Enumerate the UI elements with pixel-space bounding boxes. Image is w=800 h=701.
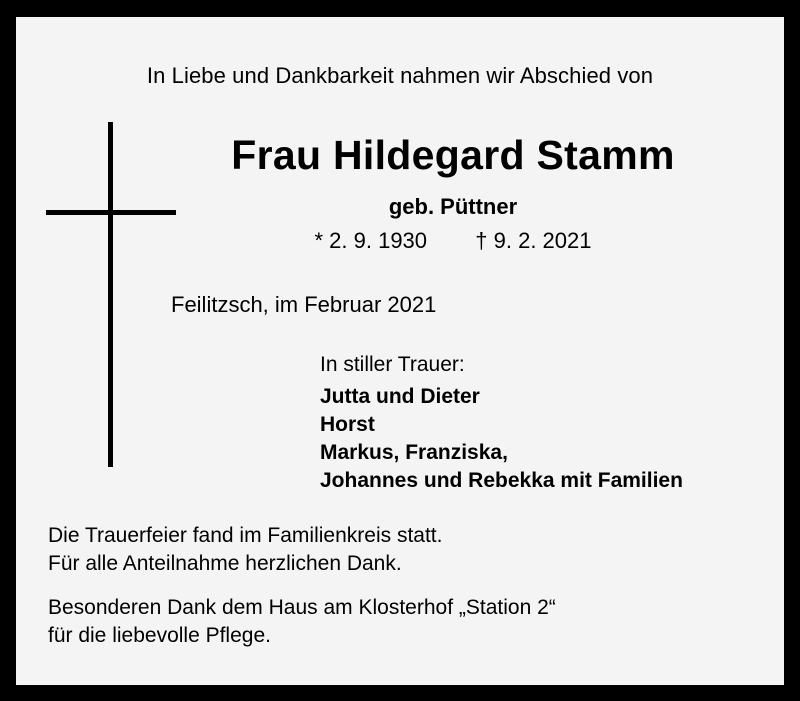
place-and-date: Feilitzsch, im Februar 2021 [171,292,437,317]
footer-paragraph: Die Trauerfeier fand im Familienkreis statt. Für alle Anteilnahme herzlichen Dank. [48,524,443,575]
mourner-name: Horst [320,413,375,436]
footer-paragraph: Besonderen Dank dem Haus am Klosterhof „Station 2“ für die liebevolle Pflege. [48,596,556,647]
cross-vertical-bar [108,122,113,467]
intro-line: In Liebe und Dankbarkeit nahmen wir Abschied von [146,63,654,88]
mourner-name: Markus, Franziska, [320,441,508,464]
footer-block [48,522,556,650]
life-dates [146,228,760,254]
birth-date: * 2. 9. 1930 [314,228,428,253]
death-date: † 9. 2. 2021 [475,228,592,253]
mourner-name: Jutta und Dieter [320,385,480,408]
mourner-name: Johannes und Rebekka mit Familien [320,469,683,492]
deceased-name: Frau Hildegard Stamm [231,132,675,178]
maiden-name: geb. Püttner [388,194,518,219]
mourning-title: In stiller Trauer: [320,353,465,376]
obituary-card [16,17,784,685]
mourning-block [320,351,683,495]
